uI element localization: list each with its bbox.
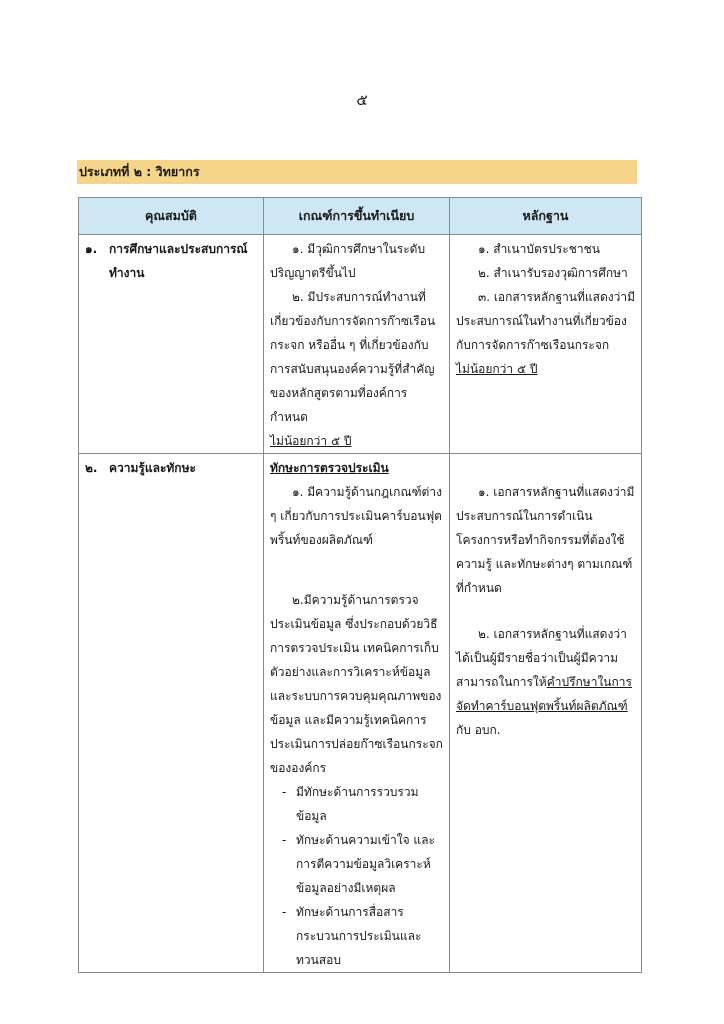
criteria-cell — [264, 235, 450, 454]
qualification-cell — [79, 235, 264, 454]
list-item: - ทักษะด้านความเข้าใจ และการตีความข้อมูลวิเคราะห์ข้อมูลอย่างมีเหตุผล — [282, 833, 435, 895]
criteria-duration: ไม่น้อยกว่า ๕ ปี — [270, 434, 352, 448]
section-title: ประเภทที่ ๒ : วิทยากร — [77, 160, 637, 184]
header-criteria: เกณฑ์การขึ้นทำเนียบ — [264, 198, 450, 235]
criteria-item: ๑. มีความรู้ด้านกฎเกณฑ์ต่าง ๆ เกี่ยวกับการประเมินคาร์บอนฟุตพริ้นท์ของผลิตภัณฑ์ — [270, 485, 442, 547]
qualification-number: ๑. — [85, 242, 98, 256]
evidence-item: ๓. เอกสารหลักฐานที่แสดงว่ามีประสบการณ์ในทำงานที่เกี่ยวข้องกับการจัดการก๊าซเรือนกระจก — [456, 290, 636, 352]
evidence-emphasis: คำปรึกษาในการจัดทำคาร์บอนฟุตพริ้นท์ผลิตภัณฑ์ — [456, 675, 632, 713]
criteria-item: ๒. มีประสบการณ์ทำงานที่เกี่ยวข้องกับการจัดการก๊าซเรือนกระจก หรืออื่น ๆ ที่เกี่ยวข้องกับการสนับสนุนองค์ความรู้ที่สำคัญของหลักสูตรตามที่องค์การกำหนด — [270, 290, 436, 424]
evidence-item: ๑. สำเนาบัตรประชาชน — [478, 242, 600, 256]
header-evidence: หลักฐาน — [450, 198, 642, 235]
criteria-table — [78, 197, 642, 973]
spacer — [270, 552, 443, 588]
table-header-row — [79, 198, 642, 235]
evidence-item: ๑. เอกสารหลักฐานที่แสดงว่ามีประสบการณ์ในการดำเนินโครงการหรือทำกิจกรรมที่ต้องใช้ความรู้ และทักษะต่างๆ ตามเกณฑ์ที่กำหนด — [456, 485, 635, 595]
table-row — [79, 235, 642, 454]
qualification-label: ความรู้และทักษะ — [109, 461, 196, 475]
list-item: - มีทักษะด้านการรวบรวมข้อมูล — [282, 785, 419, 823]
evidence-duration: ไม่น้อยกว่า ๕ ปี — [456, 362, 538, 376]
qualification-label: การศึกษาและประสบการณ์ — [109, 242, 248, 256]
qualification-cell — [79, 454, 264, 973]
criteria-item: ๑. มีวุฒิการศึกษาในระดับปริญญาตรีขึ้นไป — [270, 242, 426, 280]
page-number: ๕ — [356, 91, 368, 109]
criteria-subheading: ทักษะการตรวจประเมิน — [270, 461, 389, 475]
qualification-label-cont: ทำงาน — [109, 266, 145, 280]
header-qualification: คุณสมบัติ — [79, 198, 264, 235]
criteria-cell — [264, 454, 450, 973]
evidence-cell — [450, 454, 642, 973]
skills-list — [270, 780, 443, 972]
evidence-item: ๒. สำเนารับรองวุฒิการศึกษา — [478, 266, 628, 280]
list-item: - ทักษะด้านการสื่อสารกระบวนการประเมินและทวนสอบ — [282, 905, 422, 967]
qualification-number: ๒. — [85, 461, 98, 475]
evidence-cell — [450, 235, 642, 454]
evidence-item: ๒. เอกสารหลักฐานที่แสดงว่าได้เป็นผู้มีรายชื่อว่าเป็นผู้มีความสามารถในการให้คำปรึกษาในการจัดทำคาร์บอนฟุตพริ้นท์ผลิตภัณฑ์กับ อบก. — [456, 627, 632, 737]
criteria-item: ๒.มีความรู้ด้านการตรวจประเมินข้อมูล ซึ่งประกอบด้วยวิธีการตรวจประเมิน เทคนิคการเก็บตัวอย่างและการวิเคราะห์ข้อมูล และระบบการควบคุมคุณภาพของข้อมูล และมีความรู้เทคนิคการประเมินการปล่อยก๊าซเรือนกระจกขององค์กร — [270, 593, 443, 775]
table-row — [79, 454, 642, 973]
